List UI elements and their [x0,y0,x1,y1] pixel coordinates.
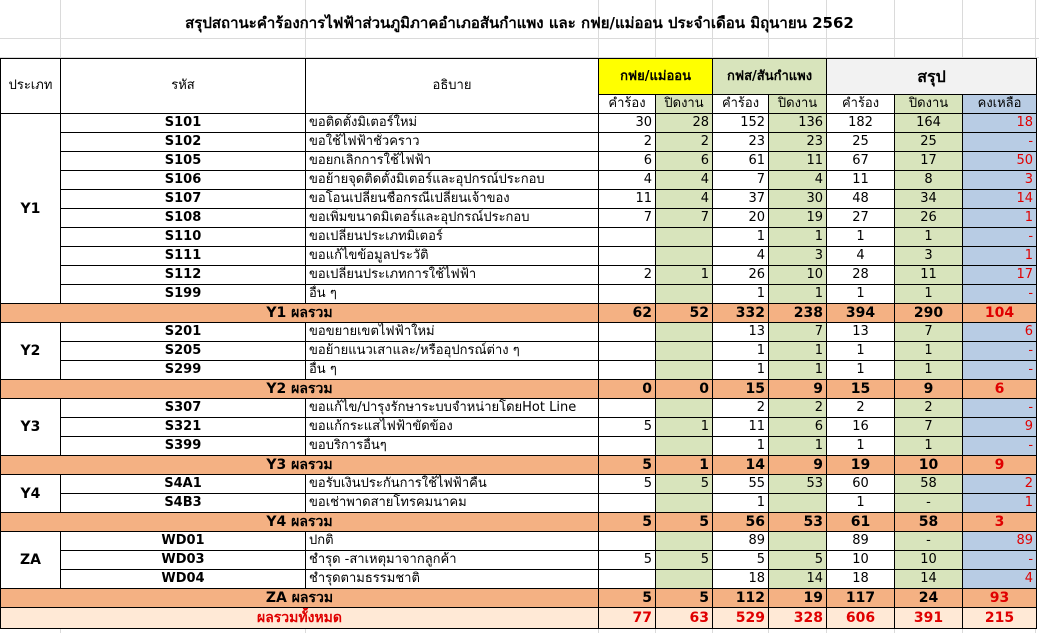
summary-closed-cell[interactable]: 10 [895,551,963,570]
description-cell[interactable]: ขอเพิ่มขนาดมิเตอร์และอุปกรณ์ประกอบ [306,209,599,228]
sankamphaeng-request-cell[interactable]: 1 [713,342,769,361]
maeon-request-cell[interactable] [599,285,656,304]
description-cell[interactable]: ขอติดตั้งมิเตอร์ใหม่ [306,114,599,133]
subtotal-remaining[interactable]: 104 [963,304,1037,323]
subtotal-remaining[interactable]: 3 [963,513,1037,532]
table-row [1,209,1037,228]
maeon-closed-cell[interactable]: 6 [656,152,713,171]
subtotal-summary-request[interactable]: 15 [827,380,895,399]
subtotal-sankamphaeng-closed[interactable]: 53 [769,513,827,532]
subtotal-maeon-closed[interactable]: 5 [656,513,713,532]
summary-request-cell[interactable]: 1 [827,228,895,247]
table-row [1,399,1037,418]
header-remaining[interactable]: คงเหลือ [963,95,1037,114]
table-row [1,171,1037,190]
maeon-request-cell[interactable]: 2 [599,266,656,285]
sankamphaeng-closed-cell[interactable]: 30 [769,190,827,209]
remaining-cell[interactable]: 9 [963,418,1037,437]
header-desc[interactable]: อธิบาย [306,59,599,114]
maeon-request-cell[interactable]: 6 [599,152,656,171]
grand-total-label[interactable]: ผลรวมทั้งหมด [1,608,599,629]
remaining-cell[interactable]: 50 [963,152,1037,171]
subtotal-sankamphaeng-closed[interactable]: 9 [769,380,827,399]
type-cell[interactable]: Y2 [1,323,61,380]
sankamphaeng-request-cell[interactable]: 26 [713,266,769,285]
code-cell[interactable]: S111 [61,247,306,266]
code-cell[interactable]: S110 [61,228,306,247]
sankamphaeng-request-cell[interactable]: 13 [713,323,769,342]
type-cell[interactable]: ZA [1,532,61,589]
header-type[interactable]: ประเภท [1,59,61,114]
maeon-request-cell[interactable] [599,228,656,247]
sankamphaeng-request-cell[interactable]: 18 [713,570,769,589]
remaining-cell[interactable]: - [963,551,1037,570]
sankamphaeng-closed-cell[interactable]: 4 [769,171,827,190]
subtotal-remaining[interactable]: 93 [963,589,1037,608]
summary-request-cell[interactable]: 13 [827,323,895,342]
table-row [1,133,1037,152]
description-cell[interactable]: ขอย้ายจุดติดตั้งมิเตอร์และอุปกรณ์ประกอบ [306,171,599,190]
type-cell[interactable]: Y3 [1,399,61,456]
maeon-closed-cell[interactable]: 4 [656,190,713,209]
subtotal-summary-closed[interactable]: 58 [895,513,963,532]
summary-closed-cell[interactable]: - [895,532,963,551]
table-row [1,551,1037,570]
description-cell[interactable]: ขอย้ายแนวเสาและ/หรืออุปกรณ์ต่าง ๆ [306,342,599,361]
table-row [1,494,1037,513]
sankamphaeng-closed-cell[interactable]: 53 [769,475,827,494]
sankamphaeng-request-cell[interactable]: 1 [713,361,769,380]
maeon-request-cell[interactable]: 5 [599,551,656,570]
maeon-request-cell[interactable] [599,342,656,361]
summary-closed-cell[interactable]: 1 [895,437,963,456]
subtotal-maeon-closed[interactable]: 1 [656,456,713,475]
summary-request-cell[interactable]: 89 [827,532,895,551]
subtotal-summary-request[interactable]: 394 [827,304,895,323]
maeon-request-cell[interactable] [599,437,656,456]
maeon-closed-cell[interactable]: 5 [656,551,713,570]
subtotal-sankamphaeng-closed[interactable]: 238 [769,304,827,323]
code-cell[interactable]: S399 [61,437,306,456]
sankamphaeng-closed-cell[interactable]: 1 [769,437,827,456]
summary-closed-cell[interactable]: 11 [895,266,963,285]
summary-request-cell[interactable]: 1 [827,342,895,361]
maeon-closed-cell[interactable]: 5 [656,475,713,494]
summary-closed-cell[interactable]: 58 [895,475,963,494]
maeon-request-cell[interactable]: 4 [599,171,656,190]
header-a-closed[interactable]: ปิดงาน [656,95,713,114]
summary-request-cell[interactable]: 27 [827,209,895,228]
sankamphaeng-closed-cell[interactable]: 1 [769,342,827,361]
sankamphaeng-closed-cell[interactable]: 1 [769,228,827,247]
description-cell[interactable]: ขอใช้ไฟฟ้าชั่วคราว [306,133,599,152]
maeon-closed-cell[interactable]: 1 [656,266,713,285]
header-b-req[interactable]: คำร้อง [713,95,769,114]
remaining-cell[interactable]: 14 [963,190,1037,209]
table-row [1,361,1037,380]
sankamphaeng-closed-cell[interactable]: 23 [769,133,827,152]
header-group-maeon[interactable]: กฟย/แม่ออน [599,59,713,95]
summary-request-cell[interactable]: 16 [827,418,895,437]
table-row [1,475,1037,494]
sankamphaeng-request-cell[interactable]: 1 [713,228,769,247]
code-cell[interactable]: WD03 [61,551,306,570]
header-a-req[interactable]: คำร้อง [599,95,656,114]
maeon-closed-cell[interactable] [656,285,713,304]
code-cell[interactable]: S4A1 [61,475,306,494]
subtotal-label[interactable]: ZA ผลรวม [1,589,599,608]
summary-table [0,58,1037,629]
subtotal-sankamphaeng-request[interactable]: 14 [713,456,769,475]
remaining-cell[interactable]: 18 [963,114,1037,133]
sankamphaeng-closed-cell[interactable]: 19 [769,209,827,228]
table-row [1,532,1037,551]
description-cell[interactable]: ขอรับเงินประกันการใช้ไฟฟ้าคืน [306,475,599,494]
subtotal-sankamphaeng-request[interactable]: 332 [713,304,769,323]
code-cell[interactable]: S4B3 [61,494,306,513]
sankamphaeng-closed-cell[interactable]: 136 [769,114,827,133]
maeon-closed-cell[interactable]: 2 [656,133,713,152]
code-cell[interactable]: WD01 [61,532,306,551]
subtotal-summary-closed[interactable]: 290 [895,304,963,323]
subtotal-maeon-closed[interactable]: 52 [656,304,713,323]
header-s-closed[interactable]: ปิดงาน [895,95,963,114]
subtotal-row [1,589,1037,608]
maeon-request-cell[interactable]: 5 [599,475,656,494]
remaining-cell[interactable]: - [963,361,1037,380]
sankamphaeng-request-cell[interactable]: 7 [713,171,769,190]
maeon-request-cell[interactable]: 30 [599,114,656,133]
subtotal-remaining[interactable]: 6 [963,380,1037,399]
summary-closed-cell[interactable]: 25 [895,133,963,152]
maeon-closed-cell[interactable] [656,342,713,361]
sankamphaeng-closed-cell[interactable] [769,532,827,551]
remaining-cell[interactable]: - [963,133,1037,152]
summary-closed-cell[interactable]: 14 [895,570,963,589]
sankamphaeng-closed-cell[interactable]: 1 [769,285,827,304]
summary-closed-cell[interactable]: 2 [895,399,963,418]
summary-closed-cell[interactable]: 3 [895,247,963,266]
subtotal-sankamphaeng-request[interactable]: 56 [713,513,769,532]
remaining-cell[interactable]: 89 [963,532,1037,551]
table-row [1,190,1037,209]
subtotal-summary-request[interactable]: 117 [827,589,895,608]
summary-request-cell[interactable]: 18 [827,570,895,589]
table-row [1,228,1037,247]
subtotal-maeon-request[interactable]: 5 [599,456,656,475]
table-row [1,285,1037,304]
maeon-request-cell[interactable]: 11 [599,190,656,209]
subtotal-sankamphaeng-request[interactable]: 112 [713,589,769,608]
description-cell[interactable]: ขอเปลี่ยนประเภทการใช้ไฟฟ้า [306,266,599,285]
sankamphaeng-request-cell[interactable]: 23 [713,133,769,152]
remaining-cell[interactable]: 1 [963,209,1037,228]
grand-total-s-close[interactable]: 391 [895,608,963,629]
sankamphaeng-closed-cell[interactable]: 7 [769,323,827,342]
summary-request-cell[interactable]: 60 [827,475,895,494]
grand-total-row [1,608,1037,629]
maeon-closed-cell[interactable] [656,399,713,418]
description-cell[interactable]: อื่น ๆ [306,361,599,380]
sankamphaeng-request-cell[interactable]: 55 [713,475,769,494]
description-cell[interactable]: ขอขยายเขตไฟฟ้าใหม่ [306,323,599,342]
maeon-closed-cell[interactable]: 28 [656,114,713,133]
subtotal-summary-closed[interactable]: 10 [895,456,963,475]
summary-closed-cell[interactable]: 1 [895,228,963,247]
remaining-cell[interactable]: 6 [963,323,1037,342]
summary-request-cell[interactable]: 182 [827,114,895,133]
subtotal-label[interactable]: Y2 ผลรวม [1,380,599,399]
header-group-sankamphaeng[interactable]: กฟส/สันกำแพง [713,59,827,95]
remaining-cell[interactable]: - [963,342,1037,361]
summary-closed-cell[interactable]: 8 [895,171,963,190]
subtotal-label[interactable]: Y3 ผลรวม [1,456,599,475]
sankamphaeng-closed-cell[interactable]: 1 [769,361,827,380]
header-b-closed[interactable]: ปิดงาน [769,95,827,114]
maeon-closed-cell[interactable] [656,437,713,456]
summary-request-cell[interactable]: 48 [827,190,895,209]
code-cell[interactable]: S201 [61,323,306,342]
subtotal-sankamphaeng-request[interactable]: 15 [713,380,769,399]
maeon-closed-cell[interactable] [656,532,713,551]
code-cell[interactable]: S307 [61,399,306,418]
code-cell[interactable]: S102 [61,133,306,152]
sankamphaeng-request-cell[interactable]: 5 [713,551,769,570]
description-cell[interactable]: ชำรุดตามธรรมชาติ [306,570,599,589]
sankamphaeng-request-cell[interactable]: 20 [713,209,769,228]
grand-total-remain[interactable]: 215 [963,608,1037,629]
grand-total-s-req[interactable]: 606 [827,608,895,629]
sankamphaeng-closed-cell[interactable]: 2 [769,399,827,418]
description-cell[interactable]: ปกติ [306,532,599,551]
maeon-request-cell[interactable] [599,532,656,551]
code-cell[interactable]: S108 [61,209,306,228]
description-cell[interactable]: ขอแก้กระแสไฟฟ้าขัดข้อง [306,418,599,437]
remaining-cell[interactable]: 17 [963,266,1037,285]
remaining-cell[interactable]: - [963,285,1037,304]
maeon-closed-cell[interactable] [656,247,713,266]
table-row [1,266,1037,285]
subtotal-row [1,513,1037,532]
header-code[interactable]: รหัส [61,59,306,114]
table-row [1,323,1037,342]
summary-closed-cell[interactable]: 1 [895,342,963,361]
maeon-closed-cell[interactable] [656,228,713,247]
subtotal-maeon-closed[interactable]: 0 [656,380,713,399]
subtotal-label[interactable]: Y1 ผลรวม [1,304,599,323]
subtotal-summary-request[interactable]: 19 [827,456,895,475]
type-cell[interactable]: Y1 [1,114,61,304]
description-cell[interactable]: ขอเช่าพาดสายโทรคมนาคม [306,494,599,513]
header-row-groups [1,59,1037,95]
subtotal-maeon-request[interactable]: 0 [599,380,656,399]
summary-request-cell[interactable]: 1 [827,361,895,380]
summary-request-cell[interactable]: 28 [827,266,895,285]
sankamphaeng-closed-cell[interactable]: 3 [769,247,827,266]
code-cell[interactable]: S101 [61,114,306,133]
table-row [1,247,1037,266]
table-row [1,570,1037,589]
sankamphaeng-request-cell[interactable]: 1 [713,437,769,456]
grand-total-b-req[interactable]: 529 [713,608,769,629]
summary-closed-cell[interactable]: - [895,494,963,513]
code-cell[interactable]: WD04 [61,570,306,589]
summary-request-cell[interactable]: 4 [827,247,895,266]
remaining-cell[interactable]: - [963,399,1037,418]
subtotal-row [1,380,1037,399]
summary-closed-cell[interactable]: 1 [895,361,963,380]
maeon-request-cell[interactable] [599,494,656,513]
sankamphaeng-closed-cell[interactable] [769,494,827,513]
sankamphaeng-request-cell[interactable]: 1 [713,285,769,304]
maeon-request-cell[interactable] [599,399,656,418]
sankamphaeng-request-cell[interactable]: 2 [713,399,769,418]
code-cell[interactable]: S105 [61,152,306,171]
summary-closed-cell[interactable]: 34 [895,190,963,209]
table-row [1,342,1037,361]
table-row [1,152,1037,171]
maeon-closed-cell[interactable] [656,361,713,380]
sankamphaeng-closed-cell[interactable]: 5 [769,551,827,570]
maeon-request-cell[interactable] [599,361,656,380]
summary-request-cell[interactable]: 25 [827,133,895,152]
summary-closed-cell[interactable]: 164 [895,114,963,133]
sankamphaeng-closed-cell[interactable]: 14 [769,570,827,589]
subtotal-maeon-closed[interactable]: 5 [656,589,713,608]
remaining-cell[interactable]: 2 [963,475,1037,494]
summary-closed-cell[interactable]: 17 [895,152,963,171]
code-cell[interactable]: S299 [61,361,306,380]
maeon-request-cell[interactable]: 5 [599,418,656,437]
maeon-closed-cell[interactable] [656,570,713,589]
code-cell[interactable]: S321 [61,418,306,437]
code-cell[interactable]: S199 [61,285,306,304]
grand-total-b-close[interactable]: 328 [769,608,827,629]
description-cell[interactable]: อื่น ๆ [306,285,599,304]
sankamphaeng-closed-cell[interactable]: 10 [769,266,827,285]
subtotal-row [1,456,1037,475]
sankamphaeng-request-cell[interactable]: 61 [713,152,769,171]
grand-total-a-close[interactable]: 63 [656,608,713,629]
sankamphaeng-closed-cell[interactable]: 11 [769,152,827,171]
description-cell[interactable]: ขอโอนเปลี่ยนชื่อกรณีเปลี่ยนเจ้าของ [306,190,599,209]
remaining-cell[interactable]: 1 [963,494,1037,513]
description-cell[interactable]: ขอแก้ไข/ปารุงรักษาระบบจำหน่ายโดยHot Line [306,399,599,418]
subtotal-remaining[interactable]: 9 [963,456,1037,475]
subtotal-row [1,304,1037,323]
summary-closed-cell[interactable]: 7 [895,418,963,437]
remaining-cell[interactable]: - [963,228,1037,247]
description-cell[interactable]: ขอแก้ไขข้อมูลประวัติ [306,247,599,266]
report-title: สรุปสถานะคำร้องการไฟฟ้าส่วนภูมิภาคอำเภอสันกำแพง และ กฟย/แม่ออน ประจำเดือน มิถุนายน 2562 [185,14,854,32]
subtotal-summary-closed[interactable]: 9 [895,380,963,399]
maeon-request-cell[interactable] [599,247,656,266]
summary-request-cell[interactable]: 2 [827,399,895,418]
summary-request-cell[interactable]: 1 [827,494,895,513]
maeon-closed-cell[interactable]: 4 [656,171,713,190]
subtotal-maeon-request[interactable]: 5 [599,589,656,608]
sankamphaeng-request-cell[interactable]: 37 [713,190,769,209]
sankamphaeng-request-cell[interactable]: 89 [713,532,769,551]
code-cell[interactable]: S107 [61,190,306,209]
remaining-cell[interactable]: - [963,437,1037,456]
code-cell[interactable]: S106 [61,171,306,190]
summary-request-cell[interactable]: 11 [827,171,895,190]
header-group-summary[interactable]: สรุป [827,59,1037,95]
maeon-closed-cell[interactable] [656,323,713,342]
table-row [1,437,1037,456]
maeon-closed-cell[interactable]: 1 [656,418,713,437]
maeon-request-cell[interactable]: 7 [599,209,656,228]
table-row [1,114,1037,133]
description-cell[interactable]: ชำรุด -สาเหตุมาจากลูกค้า [306,551,599,570]
summary-closed-cell[interactable]: 1 [895,285,963,304]
subtotal-summary-closed[interactable]: 24 [895,589,963,608]
code-cell[interactable]: S205 [61,342,306,361]
sankamphaeng-request-cell[interactable]: 4 [713,247,769,266]
subtotal-maeon-request[interactable]: 62 [599,304,656,323]
sankamphaeng-request-cell[interactable]: 1 [713,494,769,513]
remaining-cell[interactable]: 3 [963,171,1037,190]
description-cell[interactable]: ขอบริการอื่นๆ [306,437,599,456]
sankamphaeng-request-cell[interactable]: 152 [713,114,769,133]
table-body [1,114,1037,629]
remaining-cell[interactable]: 4 [963,570,1037,589]
subtotal-maeon-request[interactable]: 5 [599,513,656,532]
remaining-cell[interactable]: 1 [963,247,1037,266]
summary-request-cell[interactable]: 1 [827,437,895,456]
maeon-request-cell[interactable] [599,323,656,342]
sankamphaeng-request-cell[interactable]: 11 [713,418,769,437]
description-cell[interactable]: ขอยกเลิกการใช้ไฟฟ้า [306,152,599,171]
summary-request-cell[interactable]: 67 [827,152,895,171]
grand-total-a-req[interactable]: 77 [599,608,656,629]
table-row [1,418,1037,437]
sankamphaeng-closed-cell[interactable]: 6 [769,418,827,437]
header-s-req[interactable]: คำร้อง [827,95,895,114]
subtotal-summary-request[interactable]: 61 [827,513,895,532]
description-cell[interactable]: ขอเปลี่ยนประเภทมิเตอร์ [306,228,599,247]
summary-closed-cell[interactable]: 7 [895,323,963,342]
summary-request-cell[interactable]: 1 [827,285,895,304]
maeon-request-cell[interactable] [599,570,656,589]
subtotal-sankamphaeng-closed[interactable]: 9 [769,456,827,475]
subtotal-label[interactable]: Y4 ผลรวม [1,513,599,532]
type-cell[interactable]: Y4 [1,475,61,513]
code-cell[interactable]: S112 [61,266,306,285]
summary-closed-cell[interactable]: 26 [895,209,963,228]
maeon-request-cell[interactable]: 2 [599,133,656,152]
maeon-closed-cell[interactable]: 7 [656,209,713,228]
maeon-closed-cell[interactable] [656,494,713,513]
subtotal-sankamphaeng-closed[interactable]: 19 [769,589,827,608]
summary-request-cell[interactable]: 10 [827,551,895,570]
